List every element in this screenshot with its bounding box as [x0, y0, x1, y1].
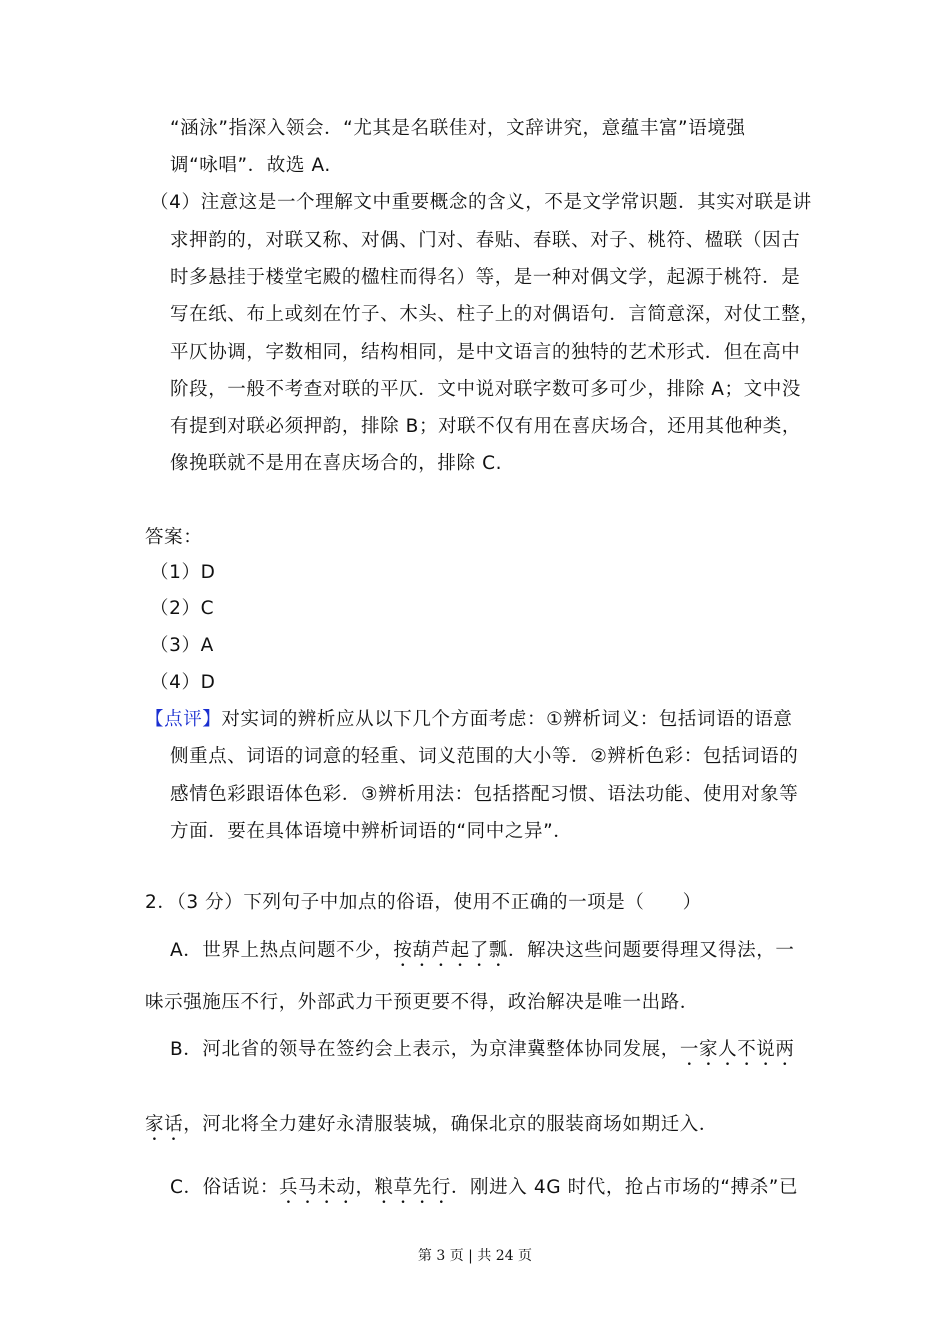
answer-label: 答案： — [145, 527, 203, 548]
option-a-line2: 味示强施压不行，外部武力干预更要不得，政治解决是唯一出路． — [145, 992, 699, 1013]
comment-line: 方面．要在具体语境中辨析词语的“同中之异”． — [170, 821, 573, 842]
analysis-line: 调“咏唱”．故选 A. — [170, 155, 331, 176]
analysis-line: 写在纸、布上或刻在竹子、木头、柱子上的对偶语句．言简意深，对仗工整， — [170, 304, 820, 325]
emphasized-proverb: 一家人不说两 — [679, 1039, 795, 1060]
emphasized-proverb: 家话 — [145, 1114, 184, 1135]
comment-line — [145, 708, 793, 732]
option-c — [170, 1176, 798, 1208]
page-footer: 第 3 页 | 共 24 页 — [417, 1248, 533, 1264]
option-c-text: ．刚进入 4G 时代，抢占市场的“搏杀”已 — [450, 1177, 799, 1198]
option-a-text: ．解决这些问题要得理又得法，一 — [507, 940, 795, 961]
option-b-text: B．河北省的领导在签约会上表示，为京津冀整体协同发展， — [170, 1039, 680, 1060]
emphasized-proverb: 兵马未动 — [279, 1177, 356, 1198]
comment-text: 对实词的辨析应从以下几个方面考虑：①辨析词义：包括词语的语意 — [221, 709, 793, 730]
comment-tag: 【点评】 — [145, 709, 222, 730]
option-b — [170, 1038, 795, 1070]
emphasized-proverb: 按葫芦起了瓢 — [393, 940, 508, 961]
analysis-line: “涵泳”指深入领会．“尤其是名联佳对，文辞讲究，意蕴丰富”语境强 — [170, 118, 746, 139]
analysis-line: 求押韵的，对联又称、对偶、门对、春贴、春联、对子、桃符、楹联（因古 — [170, 230, 801, 251]
option-b-text: ，河北将全力建好永清服装城，确保北京的服装商场如期迁入． — [183, 1114, 719, 1135]
emphasized-proverb: 粮草先行 — [374, 1177, 451, 1198]
analysis-line: （4）注意这是一个理解文中重要概念的含义，不是文学常识题．其实对联是讲 — [150, 192, 812, 213]
answer-item: （2）C — [150, 598, 215, 619]
comment-line: 感情色彩跟语体色彩．③辨析用法：包括搭配习惯、语法功能、使用对象等 — [170, 784, 799, 805]
option-a — [170, 939, 794, 971]
option-b-line2 — [145, 1113, 718, 1145]
answer-item: （3）A — [150, 635, 214, 656]
option-a-text: A．世界上热点问题不少， — [170, 940, 394, 961]
analysis-line: 像挽联就不是用在喜庆场合的，排除 C. — [170, 453, 503, 474]
analysis-line: 平仄协调，字数相同，结构相同，是中文语言的独特的艺术形式．但在高中 — [170, 342, 801, 363]
analysis-line: 时多悬挂于楼堂宅殿的楹柱而得名）等，是一种对偶文学，起源于桃符．是 — [170, 267, 801, 288]
option-c-text: C．俗话说： — [170, 1177, 280, 1198]
option-c-text: ， — [355, 1177, 375, 1198]
question-stem: 2．（3 分）下列句子中加点的俗语，使用不正确的一项是（ ） — [145, 892, 702, 913]
analysis-line: 有提到对联必须押韵，排除 B；对联不仅有用在喜庆场合，还用其他种类， — [170, 416, 801, 437]
answer-item: （4）D — [150, 672, 216, 693]
comment-line: 侧重点、词语的词意的轻重、词义范围的大小等．②辨析色彩：包括词语的 — [170, 746, 799, 767]
answer-item: （1）D — [150, 562, 216, 583]
analysis-line: 阶段，一般不考查对联的平仄．文中说对联字数可多可少，排除 A；文中没 — [170, 379, 801, 400]
